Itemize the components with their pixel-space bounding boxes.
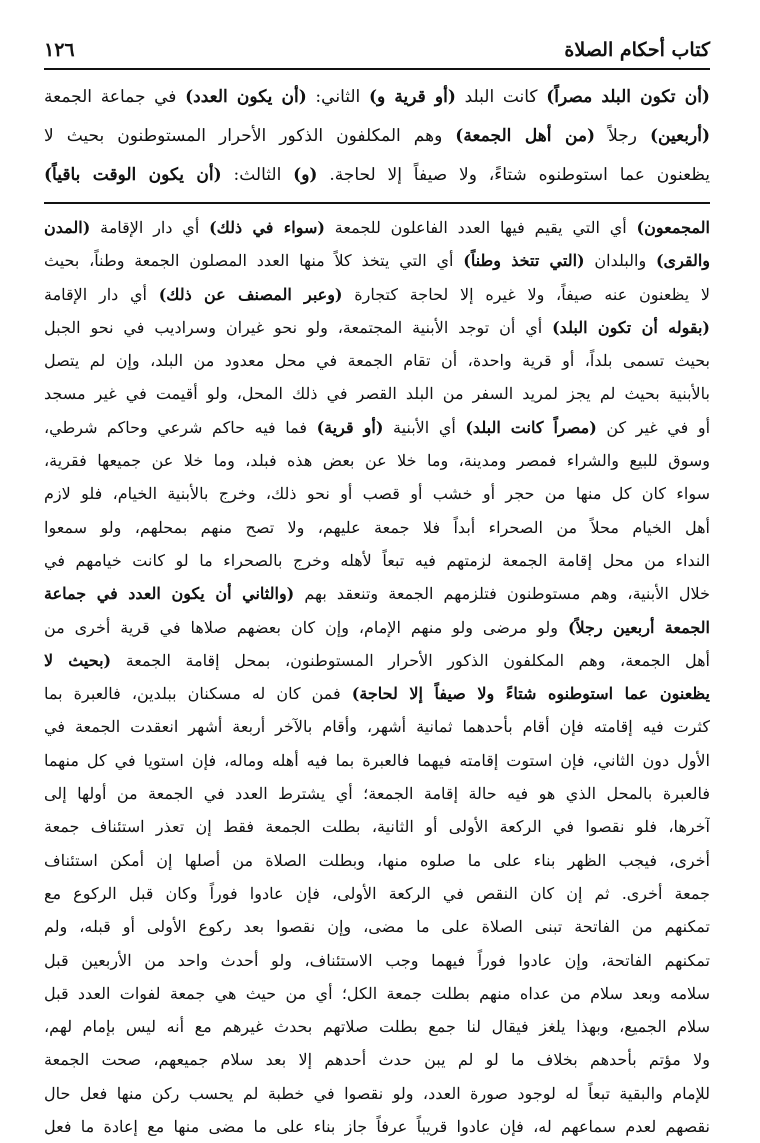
text-segment: في جماعة الجمعة bbox=[44, 87, 186, 107]
page-number: ١٢٦ bbox=[44, 39, 75, 61]
bold-quoted-text: (بقوله أن تكون البلد) bbox=[552, 317, 710, 337]
bold-quoted-text: (المدن bbox=[44, 218, 91, 237]
text-segment: تمكنهم الفاتحة، وإن عادوا فوراً فيهما وجب الاستئناف، ولو أحدث واحد من الأربعين قبل bbox=[44, 950, 710, 970]
text-segment: أي دار الإقامة bbox=[44, 284, 159, 304]
text-segment: أي دار الإقامة bbox=[90, 218, 210, 237]
text-segment: أي الأبنية bbox=[383, 417, 466, 437]
text-segment: أي التي يتخذ كلاً منها العدد المصلون الجمعة وطناً، بحيث bbox=[44, 251, 464, 271]
text-segment: سلامه وبعد سلام من عداه منهم بطلت جمعة الكل؛ أي من حيث هي جمعة لفوات العدد قبل bbox=[44, 983, 710, 1003]
bold-quoted-text: (أن يكون العدد) bbox=[185, 87, 307, 107]
bold-quoted-text: (أربعين) bbox=[649, 126, 710, 146]
text-segment: وسوق للبيع والشراء فمصر ومدينة، وما خلا عن بعض هذه فبلد، وما خلا عن جميعها فقرية، bbox=[44, 451, 710, 471]
text-line bbox=[44, 411, 710, 444]
text-line bbox=[44, 278, 710, 311]
text-segment: جمعة أخرى. ثم إن كان النقص في الركعة الأولى، فإن عادوا فوراً وكان قبل الركوع مع bbox=[44, 883, 710, 903]
text-segment: أهل الخيام محلاً من الصحراء أبداً فلا جمعة عليهم، ولا تصح منهم بمحلهم، ولو سمعوا bbox=[44, 517, 710, 537]
bold-quoted-text: (أو قرية) bbox=[316, 417, 384, 437]
text-segment: ولا مؤتم بأحدهم بخلاف ما لو لم يبن حدث أحدهم إلا بعد سلام جميعهم، صحت الجمعة bbox=[44, 1050, 710, 1070]
text-segment: لا يظعنون عنه صيفاً، ولا غيره إلا لحاجة كتجارة bbox=[342, 284, 710, 304]
text-segment: وهم المكلفون الذكور الأحرار المستوطنون بحيث لا bbox=[44, 126, 456, 146]
matn-commentary-divider bbox=[44, 202, 710, 204]
text-segment: أي أن توجد الأبنية المجتمعة، ولو نحو غيران وسراديب في نحو الجبل bbox=[44, 317, 553, 337]
text-segment: الثالث: bbox=[221, 165, 294, 185]
bold-quoted-text: (أن يكون الوقت باقياً) bbox=[44, 165, 222, 185]
text-line bbox=[44, 211, 710, 244]
bold-quoted-text: (أن تكون البلد مصراً) bbox=[546, 87, 710, 107]
text-line bbox=[44, 244, 710, 277]
text-segment: كثرت فيه إقامته فإن أقام بأحدهما ثمانية أشهر، وأقام بالآخر أربعة أشهر انعقدت الجمعة في bbox=[44, 717, 710, 737]
text-line bbox=[44, 910, 710, 943]
text-segment: سلام الجميع، وبهذا يلغز فيقال لنا جمع بطلت صلاتهم بحدث غيرهم مع أنه ليس بإمام لهم، bbox=[44, 1017, 710, 1037]
text-line bbox=[44, 644, 710, 677]
header-divider bbox=[44, 68, 710, 70]
bold-quoted-text: (بحيث لا bbox=[44, 650, 112, 670]
text-segment: نقصهم لعدم سماعهم له، فإن عادوا قريباً عرفاً جاز بناء على ما مضى منها مع إعادة ما فعل bbox=[44, 1117, 710, 1137]
text-segment: يظعنون عما استوطنوه شتاءً، ولا صيفاً إلا لحاجة. bbox=[317, 165, 710, 185]
bold-quoted-text: (سواء في ذلك) bbox=[209, 218, 325, 237]
text-line bbox=[44, 78, 710, 117]
text-segment: رجلاً bbox=[595, 126, 650, 146]
bold-quoted-text: (من أهل الجمعة) bbox=[455, 126, 596, 146]
bold-quoted-text: والقرى) bbox=[655, 251, 710, 271]
text-line bbox=[44, 477, 710, 510]
text-line bbox=[44, 577, 710, 610]
text-segment: تمكنهم من الفاتحة تبنى الصلاة على ما مضى، وإن نقصوا بعد ركوع الأولى أو قبله، ولم bbox=[44, 917, 710, 937]
text-line bbox=[44, 444, 710, 477]
text-segment: الأول دون الثاني، فإن استوت إقامته فيهما فالعبرة بما فيه أهله وماله، فإن استويا في كل منهما bbox=[44, 750, 710, 770]
text-line bbox=[44, 977, 710, 1010]
text-line bbox=[44, 544, 710, 577]
matn-main-text bbox=[44, 78, 710, 195]
text-segment: أهل الجمعة، وهم المكلفون الذكور الأحرار المستوطنون، بمحل إقامة الجمعة bbox=[111, 650, 710, 670]
bold-quoted-text: (مصراً كانت البلد) bbox=[465, 417, 597, 437]
text-segment: بحيث تسمى بلداً، أو قرية واحدة، أن تقام الجمعة في محل معدود من البلد، وإن لم يتصل bbox=[44, 351, 710, 371]
bold-quoted-text: المجمعون) bbox=[636, 218, 710, 237]
text-segment: الثاني: bbox=[306, 87, 369, 107]
text-line bbox=[44, 1110, 710, 1143]
text-segment: للإمام والبقية تبعاً له لوجود صورة العدد، ولو نقصوا في خطبة لم يحسب ركن منها فعل حال bbox=[44, 1083, 710, 1103]
text-line bbox=[44, 377, 710, 410]
text-line bbox=[44, 710, 710, 743]
bold-quoted-text: يظعنون عما استوطنوه شتاءً ولا صيفاً إلا لحاجة) bbox=[351, 684, 710, 704]
text-line bbox=[44, 1010, 710, 1043]
bold-quoted-text: (و) bbox=[293, 165, 318, 185]
text-segment: خلال الأبنية، وهم مستوطنون فتلزمهم الجمعة وتنعقد بهم bbox=[294, 584, 710, 604]
bold-quoted-text: (والثاني أن يكون العدد في جماعة bbox=[44, 584, 295, 604]
text-segment: كانت البلد bbox=[455, 87, 547, 107]
text-line bbox=[44, 1077, 710, 1110]
text-line bbox=[44, 877, 710, 910]
text-line bbox=[44, 311, 710, 344]
text-line bbox=[44, 777, 710, 810]
text-line bbox=[44, 117, 710, 156]
text-segment: أي التي يقيم فيها العدد الفاعلون للجمعة bbox=[324, 218, 637, 237]
sharh-commentary bbox=[44, 211, 710, 1143]
text-line bbox=[44, 744, 710, 777]
text-line bbox=[44, 1043, 710, 1076]
text-segment: أو في غير كن bbox=[596, 417, 710, 437]
text-line bbox=[44, 944, 710, 977]
text-line bbox=[44, 677, 710, 710]
text-line bbox=[44, 344, 710, 377]
text-segment: فالعبرة بالمحل الذي هو فيه حالة إقامة الجمعة؛ أي يشترط العدد في الجمعة من أولها إلى bbox=[44, 784, 710, 804]
text-segment: أخرى، فيجب الظهر بناء على ما صلوه منها، وبطلت الصلاة من أصلها إن أمكن استئناف bbox=[44, 850, 710, 870]
text-segment: فمن كان له مسكنان ببلدين، فالعبرة بما bbox=[44, 684, 352, 704]
bold-quoted-text: (وعبر المصنف عن ذلك) bbox=[158, 284, 343, 304]
text-segment: والبلدان bbox=[584, 251, 656, 271]
text-line bbox=[44, 810, 710, 843]
bold-quoted-text: (أو قرية و) bbox=[368, 87, 456, 107]
text-segment: النداء من محل إقامة الجمعة لزمتهم فيه تبعاً لأهله وخرج بالصحراء ما لو كانت خيامهم في bbox=[44, 550, 710, 570]
text-line bbox=[44, 511, 710, 544]
text-line bbox=[44, 844, 710, 877]
text-line bbox=[44, 611, 710, 644]
bold-quoted-text: الجمعة أربعين رجلاً) bbox=[567, 617, 710, 637]
page-header bbox=[44, 34, 710, 62]
text-segment: فما فيه حاكم شرعي وحاكم شرطي، bbox=[44, 417, 317, 437]
book-title: كتاب أحكام الصلاة bbox=[564, 39, 710, 61]
text-segment: ولو مرضى ولو منهم الإمام، وإن كان بعضهم صلاها في قرية أخرى من bbox=[44, 617, 568, 637]
text-line bbox=[44, 156, 710, 195]
text-segment: سواء كان كل منها من حجر أو خشب أو قصب أو نحو ذلك، وخرج بالأبنية الخيام، فلو لازم bbox=[44, 484, 710, 504]
text-segment: آخرها، فلو نقصوا في الركعة الأولى أو الثانية، بطلت الجمعة فقط إن تعذر استئناف جمعة bbox=[44, 817, 710, 837]
bold-quoted-text: (التي تتخذ وطناً) bbox=[463, 251, 585, 271]
text-segment: بالأبنية بحيث لم يجز لمريد السفر من البلد القصر في ذلك المحل، ولو أقيمت في غير مسجد bbox=[44, 384, 710, 404]
